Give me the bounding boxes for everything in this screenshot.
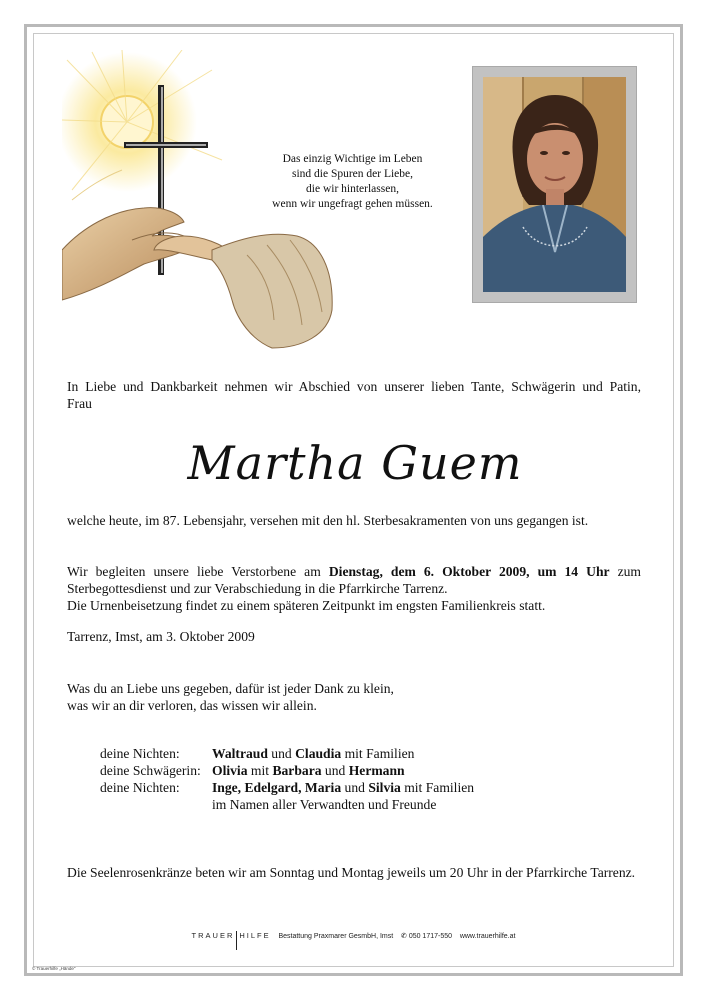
quote-line: Das einzig Wichtige im Leben xyxy=(282,153,423,165)
place-date: Tarrenz, Imst, am 3. Oktober 2009 xyxy=(67,629,255,644)
rosary-notice: Die Seelenrosenkränze beten wir am Sonntag und Montag jeweils um 20 Uhr in der Pfarrkirche Tarrenz. xyxy=(67,865,636,880)
family-row xyxy=(100,745,474,762)
family-row xyxy=(100,762,474,779)
portrait-photo xyxy=(483,77,626,292)
family-role: deine Nichten: xyxy=(100,780,180,795)
memorial-quote xyxy=(240,152,465,212)
family-row xyxy=(100,796,474,813)
quote-line: sind die Spuren der Liebe, xyxy=(291,168,414,180)
funeral-text-a: Wir begleiten unsere liebe Verstorbene am xyxy=(67,564,321,579)
family-members: Waltraud und Claudia mit Familien xyxy=(212,746,415,761)
intro-line: In Liebe und Dankbarkeit nehmen wir Abschied von unserer lieben Tante, Schwägerin und Patin, xyxy=(67,379,641,394)
funeral-line-1 xyxy=(67,563,641,580)
passing-notice: welche heute, im 87. Lebensjahr, versehen mit den hl. Sterbesakramenten von uns gegangen ist. xyxy=(67,513,589,528)
funeral-line-2: Sterbegottesdienst und zur Verabschiedung in die Pfarrkirche Tarrenz. xyxy=(67,581,448,596)
footer xyxy=(0,931,707,940)
verse-line: Was du an Liebe uns gegeben, dafür ist jeder Dank zu klein, xyxy=(67,681,394,696)
funeral-date: Dienstag, dem 6. Oktober 2009, um 14 Uhr xyxy=(328,564,610,579)
funeral-line-3: Die Urnenbeisetzung findet zu einem späteren Zeitpunkt im engsten Familienkreis statt. xyxy=(67,598,546,613)
phone-number: 050 1717-550 xyxy=(408,933,453,940)
deceased-name: Martha Guem xyxy=(187,436,523,490)
family-row xyxy=(100,779,474,796)
brand-logo: TRAUER HILFE xyxy=(192,931,271,940)
portrait-frame xyxy=(472,66,637,303)
quote-line: die wir hinterlassen, xyxy=(306,183,399,195)
quote-line: wenn wir ungefragt gehen müssen. xyxy=(272,198,433,210)
intro-salutation: Frau xyxy=(67,396,92,411)
company-name: Bestattung Praxmarer GesmbH, Imst xyxy=(278,933,394,940)
verse-line: was wir an dir verloren, das wissen wir allein. xyxy=(67,698,317,713)
copyright-note: © Trauerhilfe „Hände" xyxy=(32,966,76,971)
family-list xyxy=(100,745,474,813)
funeral-text-b: zum xyxy=(617,564,641,579)
family-closing: im Namen aller Verwandten und Freunde xyxy=(212,797,437,812)
family-members: Inge, Edelgard, Maria und Silvia mit Familien xyxy=(212,780,475,795)
website-link: www.trauerhilfe.at xyxy=(459,933,516,940)
family-role: deine Nichten: xyxy=(100,746,180,761)
family-members: Olivia mit Barbara und Hermann xyxy=(212,763,405,778)
family-role: deine Schwägerin: xyxy=(100,763,201,778)
phone-icon: ✆ xyxy=(400,933,407,940)
